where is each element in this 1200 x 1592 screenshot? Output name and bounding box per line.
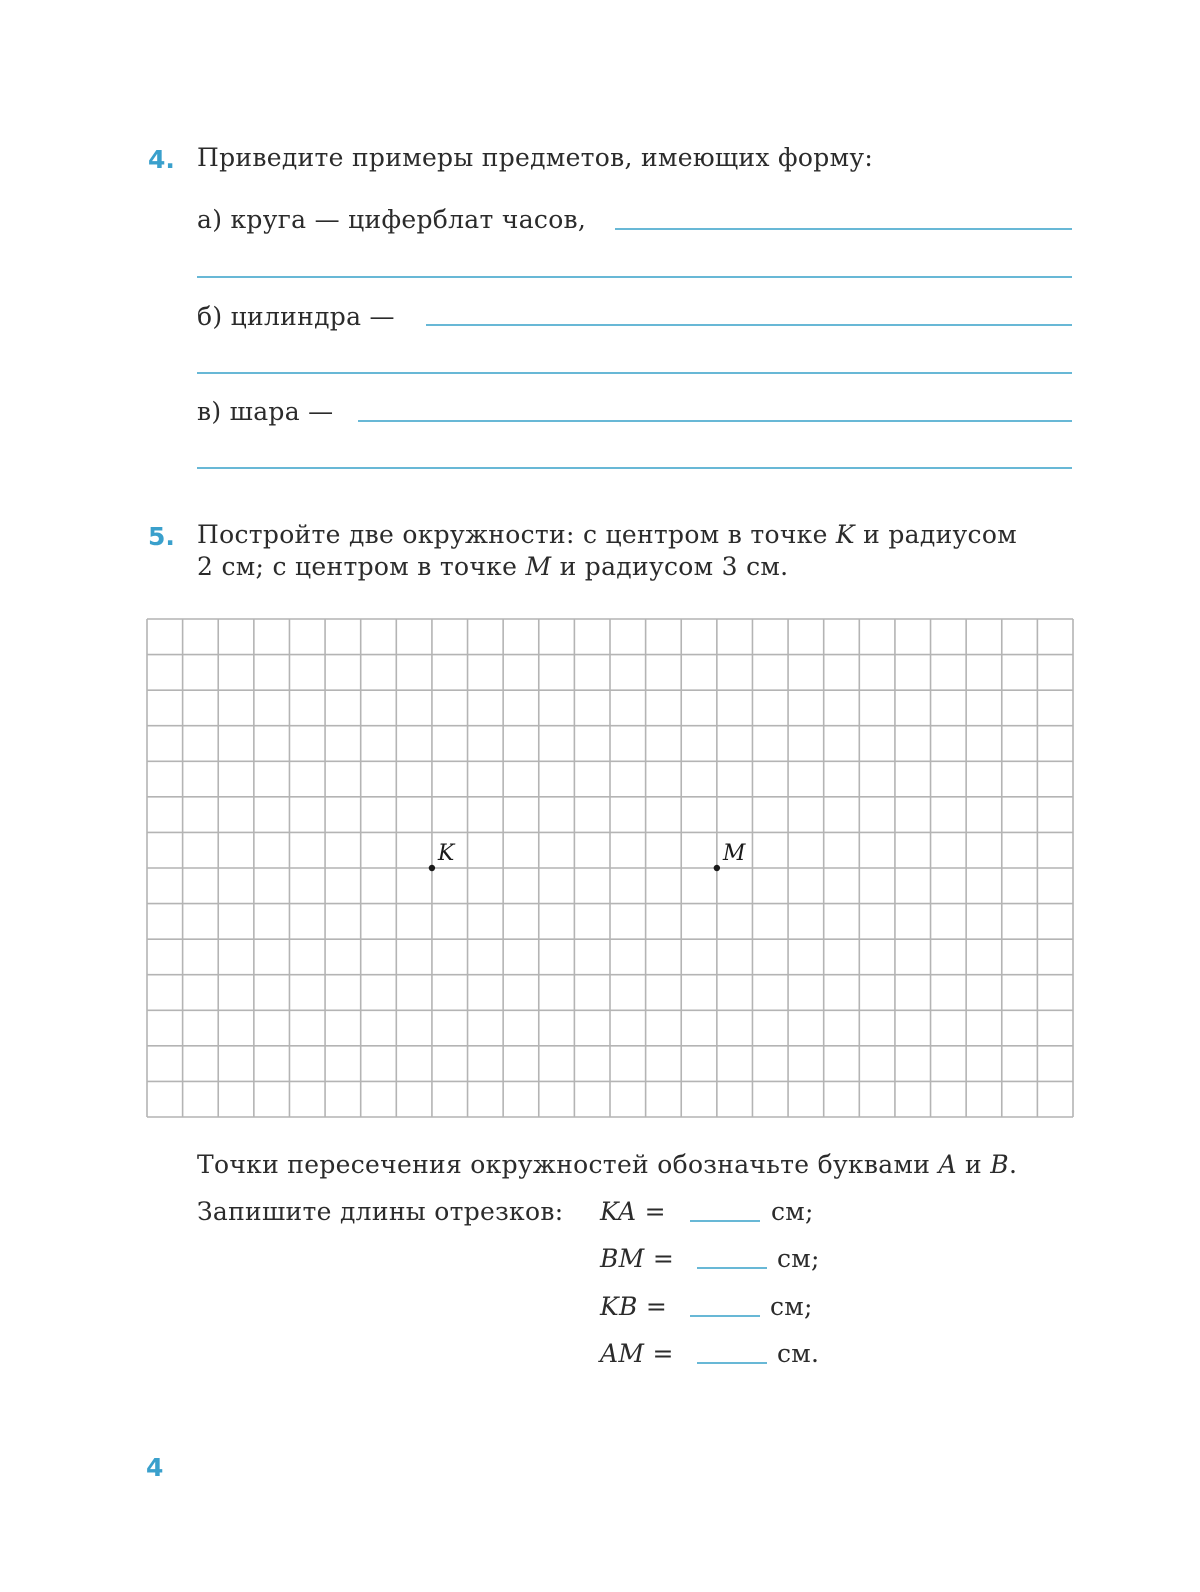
segment-bm-unit: см; xyxy=(777,1244,820,1273)
page-number: 4 xyxy=(146,1453,164,1482)
intersection-text: Точки пересечения окружностей обозначьте буквами xyxy=(197,1150,939,1179)
task-5-line-2 xyxy=(197,551,788,583)
segment-am-name: AM = xyxy=(600,1339,674,1368)
task-4a-answer-line-1[interactable] xyxy=(615,228,1072,230)
point-k-dot[interactable] xyxy=(429,865,435,871)
task-5-intersection-instruction xyxy=(197,1149,1017,1181)
drawing-grid[interactable] xyxy=(146,618,1074,1118)
task-4b-label: б) цилиндра — xyxy=(197,302,395,331)
point-k-label: K xyxy=(437,841,455,866)
intersection-end: . xyxy=(1008,1150,1018,1179)
point-m-label: M xyxy=(722,841,746,866)
segment-am-answer-line[interactable] xyxy=(697,1362,767,1364)
task-5-number: 5. xyxy=(148,522,175,551)
task-4a-answer-line-2[interactable] xyxy=(197,276,1072,278)
task-5-line-2-text-b: и радиусом 3 см. xyxy=(551,552,789,581)
segment-ka-unit: см; xyxy=(771,1197,814,1226)
task-5-line-1 xyxy=(197,519,1017,551)
segment-ka-answer-line[interactable] xyxy=(690,1220,760,1222)
segment-am-unit: см. xyxy=(777,1339,820,1368)
task-4c-answer-line-1[interactable] xyxy=(358,420,1072,422)
segment-kb-unit: см; xyxy=(770,1292,813,1321)
point-m-dot[interactable] xyxy=(714,865,720,871)
segment-kb-name: KB = xyxy=(600,1292,668,1321)
task-4c-label: в) шара — xyxy=(197,397,334,426)
task-4b-answer-line-2[interactable] xyxy=(197,372,1072,374)
task-5-point-k-ref: K xyxy=(835,520,855,549)
segment-ka-name: KA = xyxy=(600,1197,666,1226)
task-4c-answer-line-2[interactable] xyxy=(197,467,1072,469)
task-5-line-2-text-a: 2 см; с центром в точке xyxy=(197,552,526,581)
segment-bm-name: BM = xyxy=(600,1244,675,1273)
segment-kb-answer-line[interactable] xyxy=(690,1315,760,1317)
intersection-letter-a: A xyxy=(938,1150,957,1179)
task-5-line-1-text-b: и радиусом xyxy=(854,520,1017,549)
task-5-line-1-text-a: Постройте две окружности: с центром в точке xyxy=(197,520,836,549)
task-4-prompt: Приведите примеры предметов, имеющих форму: xyxy=(197,143,874,172)
intersection-letter-b: B xyxy=(990,1150,1009,1179)
intersection-and: и xyxy=(956,1150,991,1179)
task-4a-label: а) круга — циферблат часов, xyxy=(197,205,587,234)
task-4-number: 4. xyxy=(148,145,175,174)
write-lengths-label: Запишите длины отрезков: xyxy=(197,1197,564,1226)
task-4b-answer-line-1[interactable] xyxy=(426,324,1072,326)
segment-bm-answer-line[interactable] xyxy=(697,1267,767,1269)
task-5-point-m-ref: M xyxy=(525,552,552,581)
